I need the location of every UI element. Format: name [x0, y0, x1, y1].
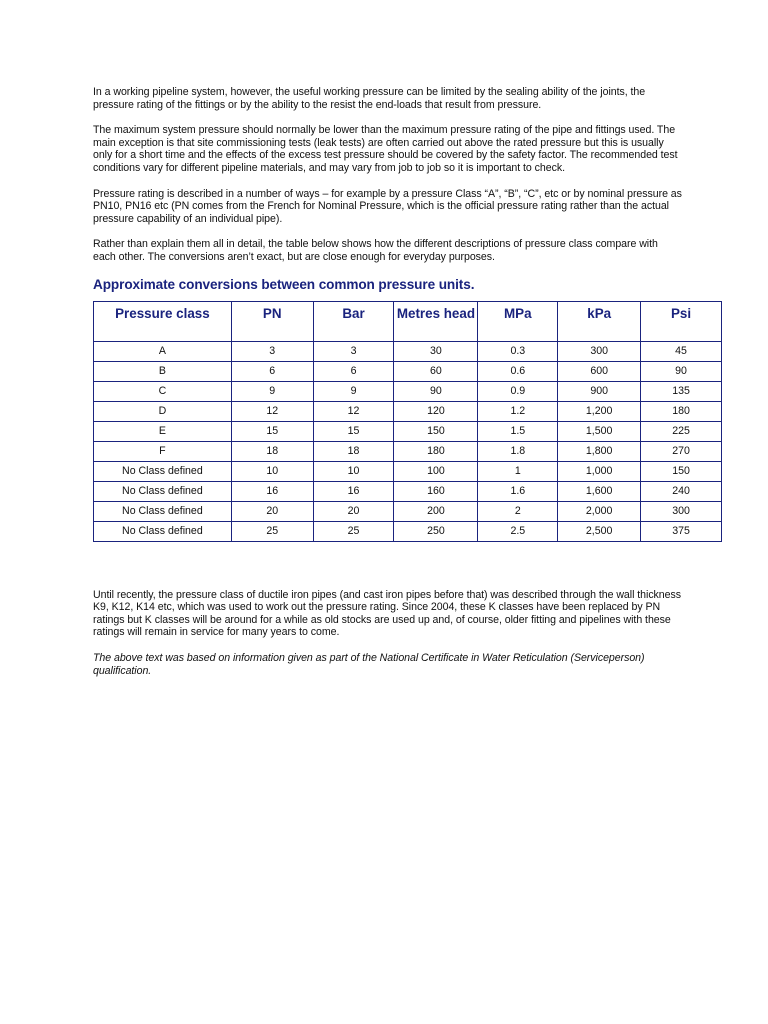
cell-kpa: 1,500	[558, 421, 641, 441]
table-row	[94, 361, 722, 381]
cell-mpa: 0.9	[478, 381, 558, 401]
cell-mpa: 1.2	[478, 401, 558, 421]
cell-pn: 10	[231, 461, 313, 481]
header-bar: Bar	[313, 301, 394, 341]
cell-psi: 150	[641, 461, 722, 481]
header-metres-head: Metres head	[394, 301, 478, 341]
cell-bar: 6	[313, 361, 394, 381]
intro-paragraph-2: The maximum system pressure should normally be lower than the maximum pressure rating of the pipe and fittings used. The main exception is that site commissioning tests (leak tests) are often carried out above the rated pressure but this is usually only for a short time and the effects of the excess test pressure should be covered by the safety factor. The recommended test conditions vary for different pipeline materials, and may vary from job to job so it is important to check.	[93, 124, 678, 174]
cell-kpa: 1,600	[558, 481, 641, 501]
cell-mpa: 1.8	[478, 441, 558, 461]
header-pressure-class: Pressure class	[94, 301, 232, 341]
header-kpa: kPa	[558, 301, 641, 341]
cell-metres-head: 30	[394, 341, 478, 361]
cell-psi: 240	[641, 481, 722, 501]
cell-kpa: 2,500	[558, 521, 641, 541]
cell-pressure-class: No Class defined	[94, 521, 232, 541]
table-header-row	[94, 301, 722, 341]
cell-bar: 18	[313, 441, 394, 461]
cell-bar: 3	[313, 341, 394, 361]
cell-mpa: 2	[478, 501, 558, 521]
source-note: The above text was based on information given as part of the National Certificate in Water Reticulation (Serviceperson) qualification.	[93, 651, 645, 677]
document-page	[93, 86, 692, 690]
cell-bar: 15	[313, 421, 394, 441]
cell-pn: 9	[231, 381, 313, 401]
cell-pressure-class: B	[94, 361, 232, 381]
table-row	[94, 341, 722, 361]
cell-metres-head: 180	[394, 441, 478, 461]
cell-bar: 9	[313, 381, 394, 401]
cell-psi: 375	[641, 521, 722, 541]
table-row	[94, 461, 722, 481]
cell-metres-head: 120	[394, 401, 478, 421]
cell-metres-head: 250	[394, 521, 478, 541]
cell-metres-head: 160	[394, 481, 478, 501]
table-row	[94, 501, 722, 521]
cell-pressure-class: C	[94, 381, 232, 401]
cell-pn: 3	[231, 341, 313, 361]
intro-paragraph-3: Pressure rating is described in a number of ways – for example by a pressure Class “A”, “B”, “C”, etc or by nominal pressure as PN10, PN16 etc (PN comes from the French for Nominal Pressure, which is the official pressure rating rather than the actual pressure capability of an individual pipe).	[93, 187, 682, 225]
intro-paragraph-1: In a working pipeline system, however, the useful working pressure can be limited by the sealing ability of the joints, the pressure rating of the fittings or by the ability to the resist the end-loads that result from pressure.	[93, 86, 646, 111]
cell-kpa: 600	[558, 361, 641, 381]
cell-pressure-class: No Class defined	[94, 481, 232, 501]
cell-pressure-class: E	[94, 421, 232, 441]
cell-kpa: 1,800	[558, 441, 641, 461]
cell-psi: 45	[641, 341, 722, 361]
closing-paragraph: Until recently, the pressure class of ductile iron pipes (and cast iron pipes before that) was described through the wall thickness K9, K12, K14 etc, which was used to work out the pressure rating. Since 2004, these K classes have been replaced by PN ratings but K classes will be around for a while as old stocks are used up and, of course, older fitting and pipelines with these ratings will remain in service for many years to come.	[93, 588, 681, 639]
cell-pn: 15	[231, 421, 313, 441]
cell-bar: 16	[313, 481, 394, 501]
cell-pressure-class: A	[94, 341, 232, 361]
cell-psi: 270	[641, 441, 722, 461]
cell-metres-head: 100	[394, 461, 478, 481]
cell-bar: 20	[313, 501, 394, 521]
cell-metres-head: 200	[394, 501, 478, 521]
table-row	[94, 521, 722, 541]
cell-pn: 6	[231, 361, 313, 381]
cell-pressure-class: No Class defined	[94, 461, 232, 481]
cell-kpa: 1,200	[558, 401, 641, 421]
cell-pressure-class: No Class defined	[94, 501, 232, 521]
cell-psi: 180	[641, 401, 722, 421]
header-mpa: MPa	[478, 301, 558, 341]
cell-mpa: 1	[478, 461, 558, 481]
cell-psi: 90	[641, 361, 722, 381]
cell-pn: 18	[231, 441, 313, 461]
cell-pressure-class: F	[94, 441, 232, 461]
cell-metres-head: 90	[394, 381, 478, 401]
cell-metres-head: 150	[394, 421, 478, 441]
table-row	[94, 401, 722, 421]
cell-metres-head: 60	[394, 361, 478, 381]
cell-mpa: 2.5	[478, 521, 558, 541]
cell-pn: 20	[231, 501, 313, 521]
intro-paragraph-4: Rather than explain them all in detail, the table below shows how the different descriptions of pressure class compare with each other. The conversions aren’t exact, but are close enough for everyday purposes.	[93, 238, 658, 263]
cell-bar: 10	[313, 461, 394, 481]
table-row	[94, 421, 722, 441]
cell-bar: 12	[313, 401, 394, 421]
cell-pn: 16	[231, 481, 313, 501]
cell-psi: 135	[641, 381, 722, 401]
cell-bar: 25	[313, 521, 394, 541]
cell-kpa: 2,000	[558, 501, 641, 521]
cell-pn: 25	[231, 521, 313, 541]
cell-mpa: 0.6	[478, 361, 558, 381]
cell-kpa: 1,000	[558, 461, 641, 481]
cell-kpa: 300	[558, 341, 641, 361]
cell-mpa: 1.5	[478, 421, 558, 441]
cell-pn: 12	[231, 401, 313, 421]
table-row	[94, 441, 722, 461]
cell-mpa: 0.3	[478, 341, 558, 361]
cell-kpa: 900	[558, 381, 641, 401]
pressure-conversion-table	[93, 301, 722, 542]
table-row	[94, 381, 722, 401]
header-pn: PN	[231, 301, 313, 341]
table-title: Approximate conversions between common pressure units.	[93, 276, 475, 292]
cell-mpa: 1.6	[478, 481, 558, 501]
table-row	[94, 481, 722, 501]
cell-psi: 300	[641, 501, 722, 521]
header-psi: Psi	[641, 301, 722, 341]
cell-psi: 225	[641, 421, 722, 441]
cell-pressure-class: D	[94, 401, 232, 421]
